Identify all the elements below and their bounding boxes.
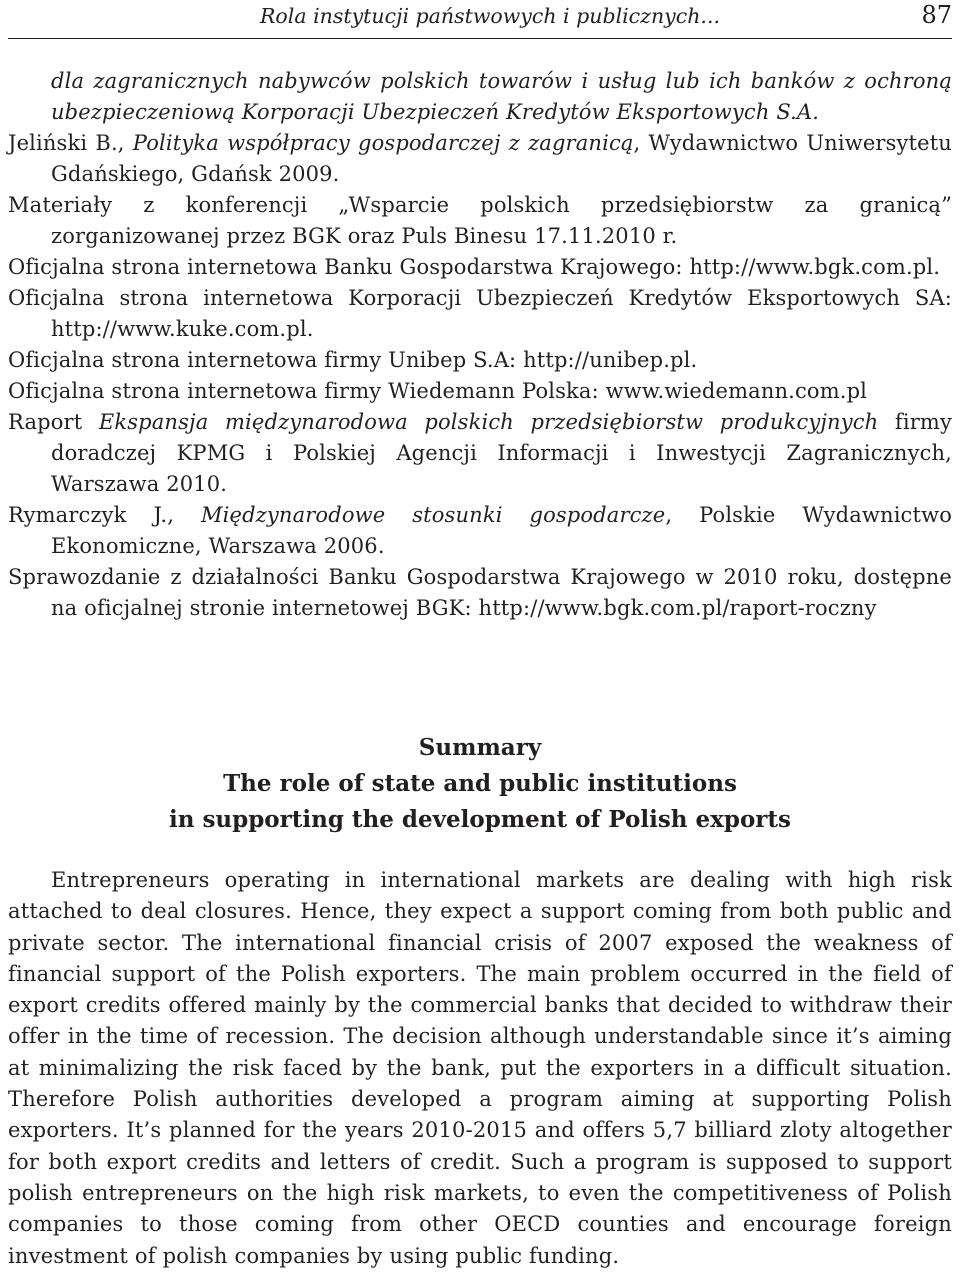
bibliography-entry [8, 407, 952, 500]
summary-title-line-2: in supporting the development of Polish exports [169, 806, 791, 833]
summary-heading: Summary [418, 734, 542, 761]
entry-text: Oficjalna strona internetowa firmy Unibep S.A: http://unibep.pl. [8, 348, 698, 372]
entry-text: Materiały z konferencji „Wsparcie polskich przedsiębiorstw za granicą” zorganizowanej przez BGK oraz Puls Binesu 17.11.2010 r. [8, 193, 952, 248]
entry-author: Raport [8, 410, 99, 434]
entry-details: , Polskie Wydawnictwo Ekonomiczne, Warszawa 2006. [51, 503, 952, 558]
bibliography-entry [8, 283, 952, 345]
page-number: 87 [921, 1, 952, 29]
entry-details: , Wydawnictwo Uniwersytetu Gdańskiego, Gdańsk 2009. [51, 131, 952, 186]
bibliography-entry [8, 500, 952, 562]
entry-details: firmy doradczej KPMG i Polskiej Agencji Informacji i Inwestycji Zagranicznych, Warszawa 2010. [51, 410, 952, 496]
entry-separator: , [167, 503, 201, 527]
bibliography-entry-continuation [8, 66, 952, 128]
entry-text: Oficjalna strona internetowa Korporacji Ubezpieczeń Kredytów Eksportowych SA: http://www.kuke.com.pl. [8, 286, 952, 341]
summary-title-line-1: The role of state and public institutions [223, 770, 737, 797]
bibliography-entry [8, 128, 952, 190]
entry-text: Sprawozdanie z działalności Banku Gospodarstwa Krajowego w 2010 roku, dostępne na oficjalnej stronie internetowej BGK: http://www.bgk.com.pl/raport-roczny [8, 565, 952, 620]
bibliography-entry [8, 190, 952, 252]
entry-text: Oficjalna strona internetowa Banku Gospodarstwa Krajowego: http://www.bgk.com.pl. [8, 255, 941, 279]
entry-title: Ekspansja międzynarodowa polskich przedsiębiorstw produkcyjnych [98, 410, 879, 434]
summary-heading-block [8, 730, 952, 838]
bibliography-entry [8, 252, 952, 283]
entry-title: Międzynarodowe stosunki gospodarcze [200, 503, 666, 527]
summary-abstract: Entrepreneurs operating in international markets are dealing with high risk attached to deal closures. Hence, they expect a support coming from both public and private sector. The international financial crisis of 2007 exposed the weakness of financial support of the Polish exporters. The main problem occurred in the field of export credits offered mainly by the commercial banks that decided to withdraw their offer in the time of recession. The decision although understandable since it’s aiming at minimalizing the risk faced by the bank, put the exporters in a difficult situation. Therefore Polish authorities developed a program aiming at supporting Polish exporters. It’s planned for the years 2010-2015 and offers 5,7 billiard zloty altogether for both export credits and letters of credit. Such a program is supposed to support polish entrepreneurs on the high risk markets, to even the competitiveness of Polish companies to those coming from other OECD counties and encourage foreign investment of polish companies by using public funding. [8, 868, 952, 1268]
entry-author: Rymarczyk J. [8, 503, 168, 527]
entry-separator: , [117, 131, 133, 155]
entry-text: Oficjalna strona internetowa firmy Wiedemann Polska: www.wiedemann.com.pl [8, 379, 868, 403]
bibliography-entry [8, 345, 952, 376]
running-title: Rola instytucji państwowych i publicznych... [260, 4, 720, 28]
entry-title: Polityka współpracy gospodarczej z zagranicą [132, 131, 634, 155]
entry-author: Jeliński B. [8, 131, 118, 155]
bibliography-entry [8, 562, 952, 624]
bibliography-list [8, 66, 952, 624]
running-header [8, 0, 952, 39]
entry-title: dla zagranicznych nabywców polskich towarów i usług lub ich banków z ochroną ubezpieczeniową Korporacji Ubezpieczeń Kredytów Eksportowych S.A. [51, 69, 952, 124]
bibliography-entry [8, 376, 952, 407]
